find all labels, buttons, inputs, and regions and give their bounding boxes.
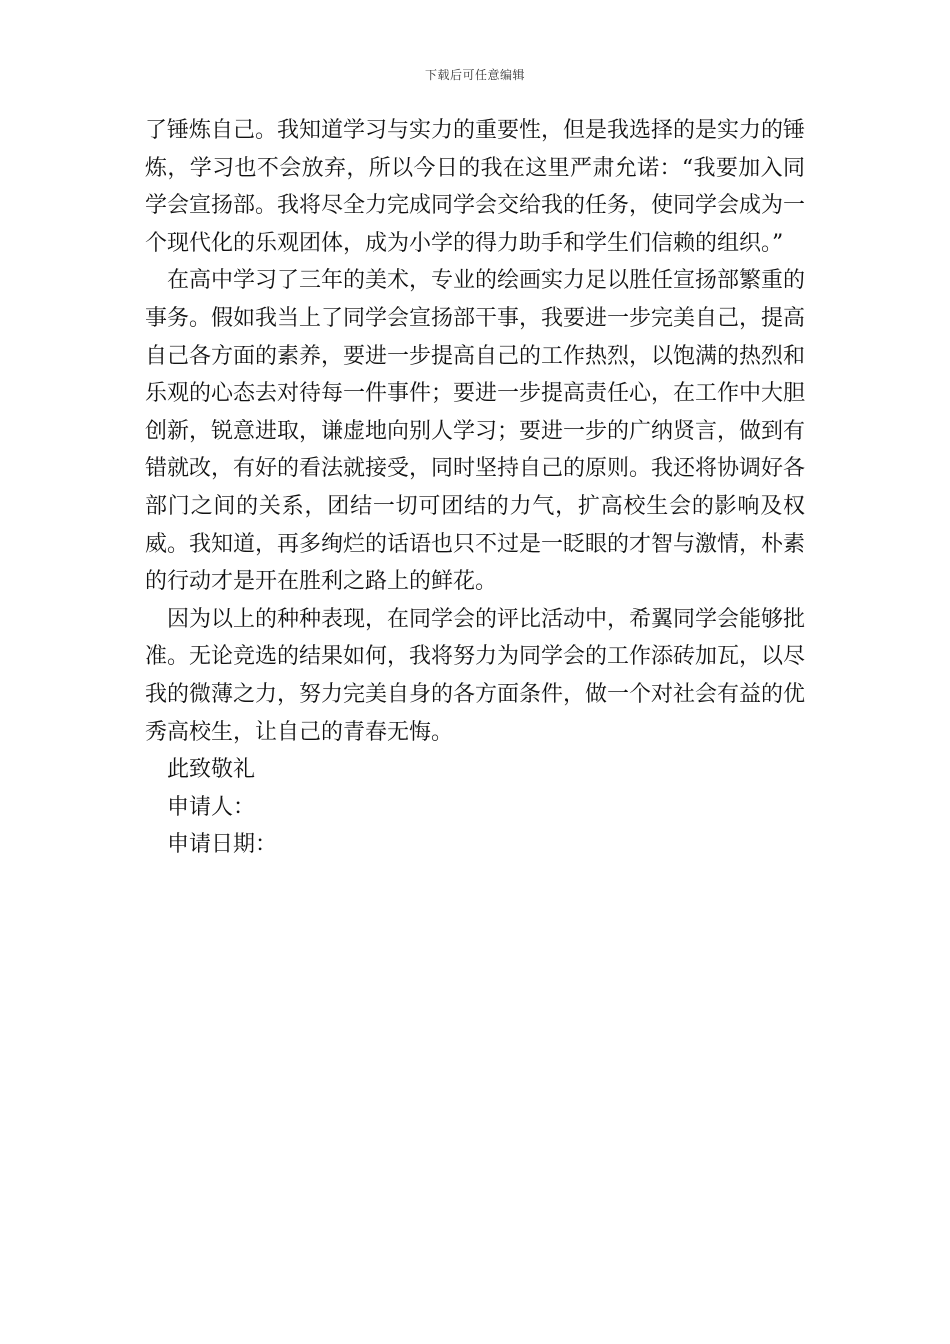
paragraph-qualifications: 在高中学习了三年的美术，专业的绘画实力足以胜任宣扬部繁重的事务。假如我当上了同学会宣扬部干事，我要进一步完美自己，提高自己各方面的素养，要进一步提高自己的工作热烈，以饱满的热烈和乐观的心态去对待每一件事件；要进一步提高责任心，在工作中大胆创新，锐意进取，谦虚地向别人学习；要进一步的广纳贤言，做到有错就改，有好的看法就接受，同时坚持自己的原则。我还将协调好各部门之间的关系，团结一切可团结的力气，扩高校生会的影响及权威。我知道，再多绚烂的话语也只不过是一眨眼的才智与激情，朴素的行动才是开在胜利之路上的鲜花。	[145, 268, 806, 595]
applicant-label: 申请人：	[167, 794, 256, 820]
page-header: 下载后可任意编辑	[424, 68, 525, 82]
letter-body	[145, 112, 805, 864]
paragraph-conclusion: 因为以上的种种表现，在同学会的评比活动中，希翼同学会能够批准。无论竞选的结果如何，我将努力为同学会的工作添砖加瓦，以尽我的微薄之力，努力完美自身的各方面条件，做一个对社会有益的优秀高校生，让自己的青春无悔。	[145, 606, 806, 745]
closing-salutation: 此致敬礼	[167, 757, 256, 783]
paragraph-continuation: 了锤炼自己。我知道学习与实力的重要性，但是我选择的是实力的锤炼，学习也不会放弃，所以今日的我在这里严肃允诺：“我要加入同学会宣扬部。我将尽全力完成同学会交给我的任务，使同学会成为一个现代化的乐观团体，成为小学的得力助手和学生们信赖的组织。”	[145, 118, 806, 256]
application-date-label: 申请日期：	[167, 832, 278, 858]
